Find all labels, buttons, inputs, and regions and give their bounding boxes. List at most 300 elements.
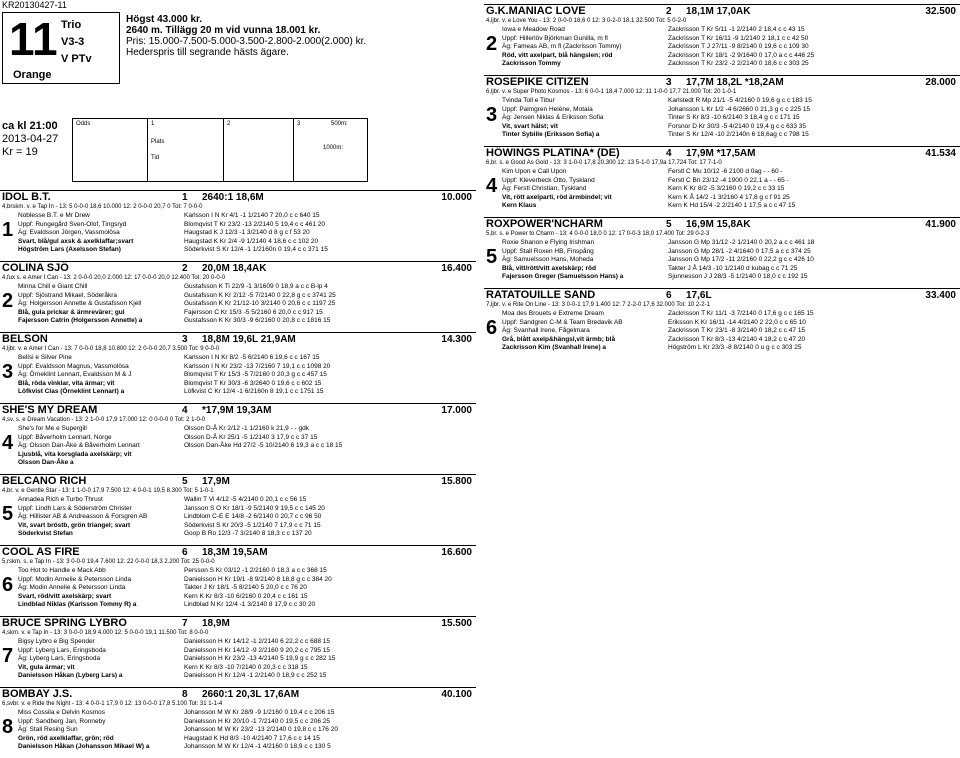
horse-record: 20,0M 18,4AK <box>202 263 267 274</box>
horse-stats-line: 4,ljbr. v. e Love You - 13: 2 0-0-0 18,6 0 12: 3 0-2-0 18,1 32.500 Tot: 5 0-2-0 <box>486 18 687 24</box>
past-start-row: Zackrisson T Kr 11/1 -3 7/2140 0 17,6 g c c 165 15 <box>668 310 814 317</box>
pedigree-line: Vit, svart bröstb, grön triangel; svart <box>18 521 131 529</box>
pedigree-line: Röd, vitt axelpart, blå hängslen; röd <box>502 51 613 59</box>
horse-stats-line: 4,brskm. v. e Tap In - 13: 5 0-0-0 18,6 10.000 12: 2 0-0-0 20,7 0 Tot: 7 0-0-0 <box>2 204 203 210</box>
past-start-row: Zackrisson T Kr 16/11 -9 1/2140 2 18,1 c c 42 50 <box>668 34 809 42</box>
horse-name: BOMBAY J.S. <box>2 688 73 700</box>
pedigree-line: Uppf: Lindh Lars & Söderström Christer <box>18 504 132 512</box>
pedigree-line: Lindblad Niklas (Karlsson Tommy R) a <box>18 601 137 608</box>
past-start-row: Eriksson K Kr 16/11 -14 4/2140 2 22,0 c c 65 10 <box>668 318 806 326</box>
past-start-row: Kern K Kr 8/3 -10 7/2140 0 20,3 c c 318 15 <box>184 663 308 671</box>
horse-stats-line: 4,skm. v. e Tap In - 13: 3 0-0-0 18,9 4.000 12: 5 0-0-0 19,1 11.500 Tot: 8 0-0-0 <box>2 630 209 636</box>
pedigree-line: Uppf: Evaldsson Magnus, Vassmolösa <box>18 362 129 370</box>
horse-entry <box>0 616 476 687</box>
horse-body <box>484 301 960 359</box>
horse-record: 17,9M <box>202 476 230 487</box>
horse-stats-line: 4,fux s. e Amer I Can - 13: 2 0-0-0 20,0 2.000 12: 17 0-0-0 20,0 12.400 Tot: 20 0-0-0 <box>2 275 226 281</box>
pedigree-line: Roxie Shanon e Flying Irishman <box>502 239 595 246</box>
horse-entry <box>484 146 960 217</box>
pedigree-line: Uppf: Kleverbeck Otto, Tyskland <box>502 176 595 184</box>
horse-pedigree <box>18 354 131 397</box>
horse-post: 7 <box>182 618 188 629</box>
horse-pedigree <box>18 212 133 255</box>
race-time: ca kl 21:00 <box>2 120 58 132</box>
past-start-row: Zackrisson T Kr 23/2 -2 2/2140 0 18,6 c c 303 25 <box>668 60 809 67</box>
pedigree-line: Äg: Evaldsson Jörgen, Vassmolösa <box>18 229 120 236</box>
race-color-label: Orange <box>13 69 52 81</box>
horse-name: RATATOUILLE SAND <box>486 289 596 301</box>
horse-body <box>484 88 960 146</box>
pedigree-line: Uppf: Sandgren C-M & Team Bredavik AB <box>502 318 623 326</box>
horse-name: COOL AS FIRE <box>2 546 80 558</box>
horse-post: 2 <box>182 263 188 274</box>
pedigree-line: Äg: Jensen Niklas & Eriksson Sofia <box>502 114 604 121</box>
horse-pedigree <box>18 567 136 610</box>
past-start-row: Blomqvist T Kr 15/3 -5 7/2160 0 20,3 g c c 457 15 <box>184 371 327 378</box>
past-starts <box>184 354 330 397</box>
past-start-row: Goop B Ro 12/3 -7 3/2140 8 18,3 c c 137 20 <box>184 530 312 537</box>
pedigree-line: Tinter Sybille (Eriksson Sofia) a <box>502 131 600 138</box>
horse-post: 5 <box>182 476 188 487</box>
pedigree-line: Uppf: Båverholm Lennart, Norge <box>18 433 112 441</box>
horse-post: 3 <box>182 334 188 345</box>
horse-header <box>0 332 476 345</box>
horse-entry <box>0 261 476 332</box>
past-start-row: Haugstad K J 12/3 -1 3/2140 d 8 g c f 53 20 <box>184 229 310 236</box>
past-start-row: Karlstedt R Mp 21/1 -5 4/2160 0 19,6 g c c 183 15 <box>668 97 812 104</box>
horse-post: 5 <box>666 219 672 230</box>
horse-pedigree <box>18 638 123 681</box>
pedigree-line: Grön, röd axelklaffar, grön; röd <box>18 734 114 742</box>
pedigree-line: Annadea Rich e Turbo Thrust <box>18 496 103 503</box>
pedigree-line: Blå, vitt/rött/vitt axelskärp; röd <box>502 264 596 272</box>
past-start-row: Blomqvist T Kr 23/2 -13 2/2140 5 19,4 c c 461 20 <box>184 220 326 228</box>
pedigree-line: Äg: Fameas AB, m fl (Zackrisson Tommy) <box>502 43 622 50</box>
pedigree-line: Uppf: Palmgren Heléne, Motala <box>502 105 593 113</box>
pedigree-line: Miss Cossila e Delvin Kosmos <box>18 709 106 716</box>
horse-post: 6 <box>182 547 188 558</box>
horse-record: 16,9M 15,8AK <box>686 219 751 230</box>
past-start-row: Kern K Kr 8/3 -10 6/2160 0 20,4 c c 161 15 <box>184 592 308 600</box>
pedigree-line: Uppf: Sandberg Jan, Ronneby <box>18 717 106 725</box>
horse-header <box>0 403 476 416</box>
race-number: 11 <box>9 13 58 65</box>
past-starts <box>184 425 342 451</box>
past-start-row: Kern K Hd 15/4 -2 2/2140 1 17,5 a c c 47 15 <box>668 202 796 209</box>
horse-entry <box>484 4 960 75</box>
past-start-row: Kern K Kr 8/2 -5 3/2160 0 19,2 c c 33 15 <box>668 185 785 192</box>
grid-label-500m: 500m: <box>331 121 348 127</box>
horse-earnings: 14.300 <box>441 334 472 345</box>
pedigree-line: Söderkvist Stefan <box>18 530 73 537</box>
past-start-row: Jansson G Mp 31/12 -2 1/2140 0 20,2 a c c 461 18 <box>668 239 815 246</box>
past-start-row: Takter J Kr 18/1 -5 8/2140 5 20,0 c c 76 20 <box>184 584 307 591</box>
pedigree-line: Blå, gula prickar & ärmrevärer; gul <box>18 308 125 316</box>
start-number: 6 <box>486 317 498 339</box>
horse-earnings: 16.600 <box>441 547 472 558</box>
pedigree-line: Vit, rött axelparti, röd ärmbindel; vit <box>502 193 612 201</box>
pedigree-line: Olsson Dan-Åke a <box>18 459 74 466</box>
horse-body <box>0 345 476 403</box>
pedigree-line: Tvinda Toll e Tibur <box>502 97 555 104</box>
horse-body <box>0 558 476 616</box>
past-start-row: Ferstl C Mu 10/12 -6 2100 d 0ag - - 60 - <box>668 168 783 175</box>
horse-earnings: 32.500 <box>925 6 956 17</box>
horse-stats-line: 5,br. s. e Power to Charm - 13: 4 0-0-0 18,0 0 12: 17 0-0-3 18,0 17.400 Tot: 29 0-2-3 <box>486 231 710 237</box>
start-number: 5 <box>486 246 498 268</box>
pedigree-line: Danielsson Håkan (Lyberg Lars) a <box>18 672 123 679</box>
race-conditions <box>126 14 366 58</box>
horse-header <box>0 190 476 203</box>
past-start-row: Jansson S O Kr 18/1 -9 5/2140 9 19,5 c c 145 20 <box>184 504 325 512</box>
pedigree-line: Högström Lars (Axelsson Stefan) <box>18 246 121 253</box>
start-number: 2 <box>2 290 14 312</box>
past-starts <box>668 168 795 211</box>
horse-name: ROXPOWER'NCHARM <box>486 218 603 230</box>
past-start-row: Gustafsson K Kr 30/3 -9 6/2160 0 20,8 c c 1816 15 <box>184 317 331 324</box>
pedigree-line: Uppf: Lyberg Lars, Eringsboda <box>18 646 106 654</box>
horse-header <box>0 474 476 487</box>
horse-entry <box>0 545 476 616</box>
pedigree-line: Uppf: Rungegård Sven-Olof, Tingsryd <box>18 220 127 228</box>
horse-record: 18,9M <box>202 618 230 629</box>
horse-earnings: 15.800 <box>441 476 472 487</box>
horse-body <box>0 629 476 687</box>
horse-header <box>484 288 960 301</box>
horse-body <box>0 487 476 545</box>
start-number: 1 <box>2 219 14 241</box>
pedigree-line: Danielsson Håkan (Johansson Mikael W) a <box>18 743 150 750</box>
game-type-vptv: V PTv <box>61 53 92 65</box>
past-start-row: Johansson M W Kr 23/2 -13 2/2140 0 19,8 c c 176 20 <box>184 726 338 733</box>
horse-pedigree <box>502 168 612 211</box>
horse-earnings: 10.000 <box>441 192 472 203</box>
past-start-row: Danielsson H Kr 23/2 -13 4/2140 5 19,9 g c c 282 15 <box>184 655 336 662</box>
start-number: 7 <box>2 645 14 667</box>
pedigree-line: Iowa e Meadow Road <box>502 26 565 33</box>
horse-record: 18,8M 19,6L 21,9AM <box>202 334 296 345</box>
pedigree-line: Äg: Samuelsson Hans, Moheda <box>502 256 594 263</box>
past-start-row: Ferstl C Bn 23/12 -4 1900 0 22,1 a - - 65 - <box>668 176 789 184</box>
pedigree-line: Äg: Ferstl Christian, Tyskland <box>502 185 587 192</box>
pedigree-line: Uppf: Modin Annelie & Petersson Linda <box>18 575 132 583</box>
past-start-row: Tinter S Kr 12/4 -10 2/2140n 6 18,6ag c c 798 15 <box>668 131 809 138</box>
pedigree-line: Vit, gula ärmar; vit <box>18 663 75 671</box>
horse-earnings: 41.534 <box>925 148 956 159</box>
start-number: 5 <box>2 503 14 525</box>
horse-body <box>0 416 476 474</box>
race-game-types <box>61 17 92 68</box>
horse-earnings: 15.500 <box>441 618 472 629</box>
pedigree-line: Blå, röda vinklar, vita ärmar; vit <box>18 379 115 387</box>
past-start-row: Högström L Kr 23/3 -8 8/2140 0 u g c c 303 25 <box>668 344 802 351</box>
horse-earnings: 28.000 <box>925 77 956 88</box>
past-start-row: Danielsson H Kr 14/12 -9 2/2160 9 20,2 c c 795 15 <box>184 646 330 654</box>
horse-body <box>0 203 476 261</box>
pedigree-line: Minna Chill e Giant Chill <box>18 283 88 290</box>
past-starts <box>184 638 335 681</box>
past-start-row: Wallin T Vi 4/12 -5 4/2140 0 20,1 c c 56 15 <box>184 496 307 503</box>
horse-body <box>484 159 960 217</box>
horse-header <box>484 217 960 230</box>
horse-stats-line: 6,ljbr. v. e Super Photo Kosmos - 13: 6 0-0-1 18,4 7.000 12: 11 1-0-0 17,7 21.000 Tot: 20 1-0-1 <box>486 89 737 95</box>
pedigree-line: Löfkvist Clas (Örneklint Lennart) a <box>18 388 125 395</box>
pedigree-line: Bellsi e Silver Pine <box>18 354 72 361</box>
start-number: 4 <box>486 175 498 197</box>
horse-name: COLINA SJÖ <box>2 262 69 274</box>
past-start-row: Gustafsson K Kr 2/12 -5 7/2140 0 22,8 g c c 3741 25 <box>184 291 336 299</box>
race-id: KR20130427-11 <box>2 0 67 10</box>
past-start-row: Söderkvist S Kr 12/4 -1 1/2160n 0 19,4 c c 371 15 <box>184 246 328 253</box>
start-number: 2 <box>486 33 498 55</box>
horse-post: 4 <box>666 148 672 159</box>
horse-record: 2640:1 18,6M <box>202 192 264 203</box>
start-number: 8 <box>2 716 14 738</box>
past-start-row: Zackrisson T Kr 18/1 -2 9/1640 0 17,0 a c c 446 25 <box>668 51 815 59</box>
horse-name: ROSEPIKE CITIZEN <box>486 76 589 88</box>
pedigree-line: Äg: Svanhall Irene, Fågelmara <box>502 327 590 334</box>
pedigree-line: Uppf: Sjöstrand Mikael, Söderåkra <box>18 291 117 299</box>
pedigree-line: Äg: Olsson Dan-Åke & Båverholm Lennart <box>18 442 140 449</box>
horse-body <box>0 274 476 332</box>
horse-header <box>0 261 476 274</box>
past-start-row: Karlsson I N Kr 4/1 -1 1/2140 7 20,0 c c 640 15 <box>184 212 320 219</box>
horse-pedigree <box>18 496 147 539</box>
past-starts <box>184 496 325 539</box>
race-condition-line: Pris: 15.000-7.500-5.000-3.500-2.800-2.000(2.000) kr. <box>126 36 367 47</box>
horse-post: 3 <box>666 77 672 88</box>
pedigree-line: Zackrisson Kim (Svanhall Irene) a <box>502 344 607 351</box>
start-number: 3 <box>486 104 498 126</box>
past-start-row: Sjunnesson J J 28/3 -5 1/2140 0 18,0 c c 192 15 <box>668 273 808 280</box>
past-start-row: Lindblad N Kr 12/4 -1 3/2140 8 17,9 c c 30 20 <box>184 601 316 608</box>
horse-header <box>0 545 476 558</box>
horse-earnings: 40.100 <box>441 689 472 700</box>
past-start-row: Johansson M W Kr 28/9 -9 1/2160 0 19,4 c c 206 15 <box>184 709 335 716</box>
past-start-row: Olsson Dan-Åke Hd 27/2 -5 10/2140 6 19,3 a c c 18 15 <box>184 442 343 449</box>
horse-entry <box>484 288 960 359</box>
past-start-row: Johansson L Kr 1/2 -4 6/2660 0 21,3 g c c 225 15 <box>668 105 811 113</box>
past-start-row: Forsnor D Kr 30/3 -5 4/2140 0 19,4 g c c 633 35 <box>668 122 807 130</box>
pedigree-line: Äg: Hillister AB & Andreasson & Forsgren AB <box>18 513 148 520</box>
horse-record: *17,9M 19,3AM <box>202 405 272 416</box>
race-condition-line: 2640 m. Tillägg 20 m vid vunna 18.001 kr. <box>126 25 321 36</box>
past-start-row: Olsson D-Å Kr 2/12 -1 1/2160 k 21,9 - - gdk <box>184 425 310 432</box>
pedigree-line: Äg: Stall Resing Sun <box>18 726 78 733</box>
horse-stats-line: 7,ljbr. v. e Rite On Line - 13: 3 0-0-1 17,9 1.400 12: 7 2-2-0 17,6 32.000 Tot: 10 2-2-1 <box>486 302 710 308</box>
race-time-block <box>2 120 58 159</box>
horse-pedigree <box>18 283 142 326</box>
horse-pedigree <box>502 97 604 140</box>
horse-name: BELCANO RICH <box>2 475 87 487</box>
past-starts <box>668 239 814 282</box>
horse-record: 17,6L <box>686 290 712 301</box>
past-start-row: Zackrisson T Kr 5/11 -1 2/2140 2 18,4 c c 43 15 <box>668 26 805 33</box>
horse-earnings: 41.900 <box>925 219 956 230</box>
horse-entry <box>0 687 476 758</box>
horse-stats-line: 6,br. s. e Good As Gold - 13: 3 1-0-0 17,8 20.300 12: 13 5-1-0 17,9a 17.724 Tot: 17 7-1-0 <box>486 160 722 166</box>
horse-header <box>484 146 960 159</box>
pedigree-line: Uppf: Stall Roxen HB, Finspång <box>502 247 594 255</box>
past-start-row: Zackrisson T Kr 8/3 -13 4/2140 4 18,2 c c 47 20 <box>668 335 806 343</box>
horse-entry <box>484 75 960 146</box>
past-starts <box>184 283 336 326</box>
horse-stats-line: 4,sv. s. e Dream Vacation - 13: 2 1-0-0 17,9 17.000 12: 0 0-0-0 0 Tot: 2 1-0-0 <box>2 417 206 423</box>
horse-entry <box>0 332 476 403</box>
past-start-row: Lindblom C-E E 14/8 -2 6/2140 0 20,7 c c 96 50 <box>184 513 322 520</box>
pedigree-line: Noblesse B.T. e Mr Drew <box>18 212 90 219</box>
race-date: 2013-04-27 <box>2 133 59 145</box>
pedigree-line: Äg: Holgersson Annette & Gustafsson Kjell <box>18 300 142 307</box>
horse-post: 4 <box>182 405 188 416</box>
horse-name: G.K.MANIAC LOVE <box>486 5 586 17</box>
pedigree-line: Svart, blå/gul axsk & axelklaffar;svart <box>18 237 134 245</box>
horse-record: 2660:1 20,3L 17,6AM <box>202 689 300 700</box>
start-number: 3 <box>2 361 14 383</box>
past-starts <box>184 567 332 610</box>
horse-body <box>484 230 960 288</box>
past-starts <box>668 310 814 353</box>
horse-earnings: 16.400 <box>441 263 472 274</box>
grid-divider <box>223 119 224 181</box>
past-start-row: Gustafsson K Kr 21/12-10 3/2140 0 20,6 c c 1197 25 <box>184 300 336 307</box>
horse-stats-line: 4,br. v. e Gentle Star - 13: 1 1-0-0 17,9 7.500 12: 4 0-0-1 19,5 8.300 Tot: 5 1-0-1 <box>2 488 214 494</box>
horse-pedigree <box>502 26 621 69</box>
horse-entry <box>0 403 476 474</box>
race-condition-line: Högst 43.000 kr. <box>126 14 203 25</box>
horse-record: 18,3M 19,5AM <box>202 547 268 558</box>
pedigree-line: Äg: Lyberg Lars, Eringsboda <box>18 655 101 662</box>
past-starts <box>668 97 812 140</box>
pedigree-line: Fajersson Catrin (Holgersson Annette) a <box>18 317 143 324</box>
game-type-trio: Trio <box>61 19 82 31</box>
horse-post: 1 <box>182 192 188 203</box>
grid-label-3: 3 <box>297 121 301 127</box>
race-header-box <box>2 12 120 84</box>
pedigree-line: Bigsy Lybro e Big Spender <box>18 638 95 645</box>
start-number: 4 <box>2 432 14 454</box>
horse-entry <box>0 474 476 545</box>
past-start-row: Haugstad K Kr 2/4 -9 1/2140 4 18,6 c c 102 20 <box>184 237 319 245</box>
horse-pedigree <box>502 239 623 282</box>
grid-label-2: 2 <box>227 121 231 127</box>
horse-name: BRUCE SPRING LYBRO <box>2 617 127 629</box>
start-number: 6 <box>2 574 14 596</box>
horse-entry <box>484 217 960 288</box>
horse-pedigree <box>502 310 623 353</box>
past-start-row: Takter J Å 14/3 -10 1/2140 d kubag c c 71 25 <box>668 264 798 272</box>
pedigree-line: Vit, svart hälst; vit <box>502 122 558 130</box>
pedigree-line: Moa des Brouets e Extreme Dream <box>502 310 604 317</box>
past-start-row: Karlsson I N Kr 23/2 -13 7/2160 7 19,1 c c 1098 20 <box>184 362 331 370</box>
pedigree-line: Äg: Örneklint Lennart, Evaldsson M & J <box>18 371 132 378</box>
past-start-row: Danielsson H Kr 14/12 -1 2/2140 6 22,2 c c 688 15 <box>184 638 330 645</box>
past-start-row: Löfkvist C Kr 12/4 -1 6/2160n 8 19,1 c c 1751 15 <box>184 388 324 395</box>
race-condition-line: Hederspris till segrande hästs ägare. <box>126 47 289 58</box>
horse-record: 17,9M *17,5AM <box>686 148 756 159</box>
past-start-row: Danielsson H Kr 12/4 -1 2/2140 0 18,9 c c 252 15 <box>184 672 327 679</box>
past-start-row: Gustafsson K Ti 22/9 -1 3/1609 0 18,9 a c c B-lp 4 <box>184 283 328 290</box>
horse-earnings: 33.400 <box>925 290 956 301</box>
past-start-row: Zackrisson T Kr 23/1 -8 3/2140 0 18,2 c c 47 15 <box>668 327 806 334</box>
horse-body <box>0 700 476 758</box>
horse-name: HÖWINGS PLATINA* (DE) <box>486 147 620 159</box>
past-start-row: Karlsson I N Kr 8/2 -5 6/2140 6 19,6 c c 167 15 <box>184 354 320 361</box>
pedigree-line: Zackrisson Tommy <box>502 60 561 67</box>
horse-header <box>0 616 476 629</box>
past-start-row: Fajersson C Kr 15/3 -5 5/2160 6 20,0 c c 917 15 <box>184 308 323 316</box>
past-start-row: Jansson G Mp 17/2 -11 2/2160 0 22,2 g c c 426 10 <box>668 256 814 263</box>
right-horse-column <box>484 4 960 359</box>
past-start-row: Danielsson H Kr 20/10 -1 7/2140 0 19,5 c c 206 25 <box>184 717 330 725</box>
grid-label-odds: Odds <box>76 121 91 127</box>
horse-pedigree <box>18 709 149 752</box>
horse-stats-line: 6,svbr. v. e Ride the Night - 13: 4 0-0-1 17,9 0 12: 13 0-0-0 17,8 5.100 Tot: 31 1-1-4 <box>2 701 223 707</box>
past-start-row: Jansson G Mp 28/1 -2 4/1640 0 17,5 a c c 374 25 <box>668 247 811 255</box>
past-starts <box>668 26 814 69</box>
past-start-row: Persson S Kr 03/12 -1 2/2160 0 18,3 a c c 368 15 <box>184 567 327 574</box>
pedigree-line: Äg: Modin Annelie & Petersson Linda <box>18 584 126 591</box>
pedigree-line: Fajersson Greger (Samuelsson Hans) a <box>502 273 624 280</box>
horse-body <box>484 17 960 75</box>
past-start-row: Danielsson H Kr 19/1 -8 9/2140 8 18,8 g c c 384 20 <box>184 575 332 583</box>
pedigree-line: Grå, blått axelp&hängsl,vit ärmb; blå <box>502 335 616 343</box>
past-start-row: Johansson M W Kr 12/4 -1 4/2160 0 18,9 c c 130 5 <box>184 743 331 750</box>
pedigree-line: Kim Upon e Call Upon <box>502 168 567 175</box>
odds-grid <box>72 118 368 182</box>
grid-label-plats: Plats <box>151 139 165 145</box>
past-start-row: Kern K Å 14/2 -1 3/2160 4 17,8 g c f 91 25 <box>668 193 790 201</box>
horse-post: 6 <box>666 290 672 301</box>
past-start-row: Olsson D-Å Kr 25/1 -5 1/2140 3 17,9 c c 37 15 <box>184 433 318 441</box>
race-kr: Kr = 19 <box>2 146 38 158</box>
past-start-row: Tinter S Kr 8/3 -10 6/2140 3 18,4 g c c 171 15 <box>668 114 800 121</box>
pedigree-line: Too Hot to Handle e Mack Abb <box>18 567 106 574</box>
past-starts <box>184 709 338 752</box>
pedigree-line: Uppf: Hillerlöv Björkman Gunilla, m fl <box>502 34 608 42</box>
horse-header <box>484 4 960 17</box>
grid-divider <box>293 119 294 181</box>
horse-name: IDOL B.T. <box>2 191 51 203</box>
grid-divider <box>147 119 148 181</box>
horse-stats-line: 4,ljbr. v. e Amer I Can - 13: 7 0-0-0 18,8 10.800 12: 2 0-0-0 20,7 3.500 Tot: 9 0-0-0 <box>2 346 220 352</box>
horse-post: 2 <box>666 6 672 17</box>
horse-header <box>0 687 476 700</box>
game-type-v3: V3-3 <box>61 36 85 48</box>
horse-header <box>484 75 960 88</box>
horse-name: BELSON <box>2 333 48 345</box>
grid-label-tid: Tid <box>151 155 160 161</box>
past-start-row: Zackrisson T J 27/11 -9 8/2140 0 19,6 c c 109 30 <box>668 43 809 50</box>
horse-stats-line: 5,rskm. s. e Tap In - 13: 3 0-0-0 19,4 7.600 12: 22 0-0-0 18,3 2.200 Tot: 25 0-0-0 <box>2 559 215 565</box>
horse-earnings: 17.000 <box>441 405 472 416</box>
grid-label-1: 1 <box>151 121 155 127</box>
horse-post: 8 <box>182 689 188 700</box>
past-start-row: Blomqvist T Kr 30/3 -6 3/2640 0 19,6 c c 602 15 <box>184 379 322 387</box>
horse-name: SHE'S MY DREAM <box>2 404 98 416</box>
grid-label-1000m: 1000m: <box>323 145 344 151</box>
past-starts <box>184 212 328 255</box>
horse-record: 18,1M 17,0AK <box>686 6 751 17</box>
pedigree-line: She's for Me e Supergill <box>18 425 87 432</box>
horse-record: 17,7M 18,2L *18,2AM <box>686 77 784 88</box>
past-start-row: Haugstad K Hd 8/3 -10 4/2140 7 17,6 c c 14 15 <box>184 734 320 742</box>
pedigree-line: Kern Klaus <box>502 202 537 209</box>
horse-entry <box>0 190 476 261</box>
pedigree-line: Ljusblå, vita korsglada axelskärp; vit <box>18 450 132 458</box>
left-horse-column <box>0 190 476 758</box>
horse-pedigree <box>18 425 140 468</box>
